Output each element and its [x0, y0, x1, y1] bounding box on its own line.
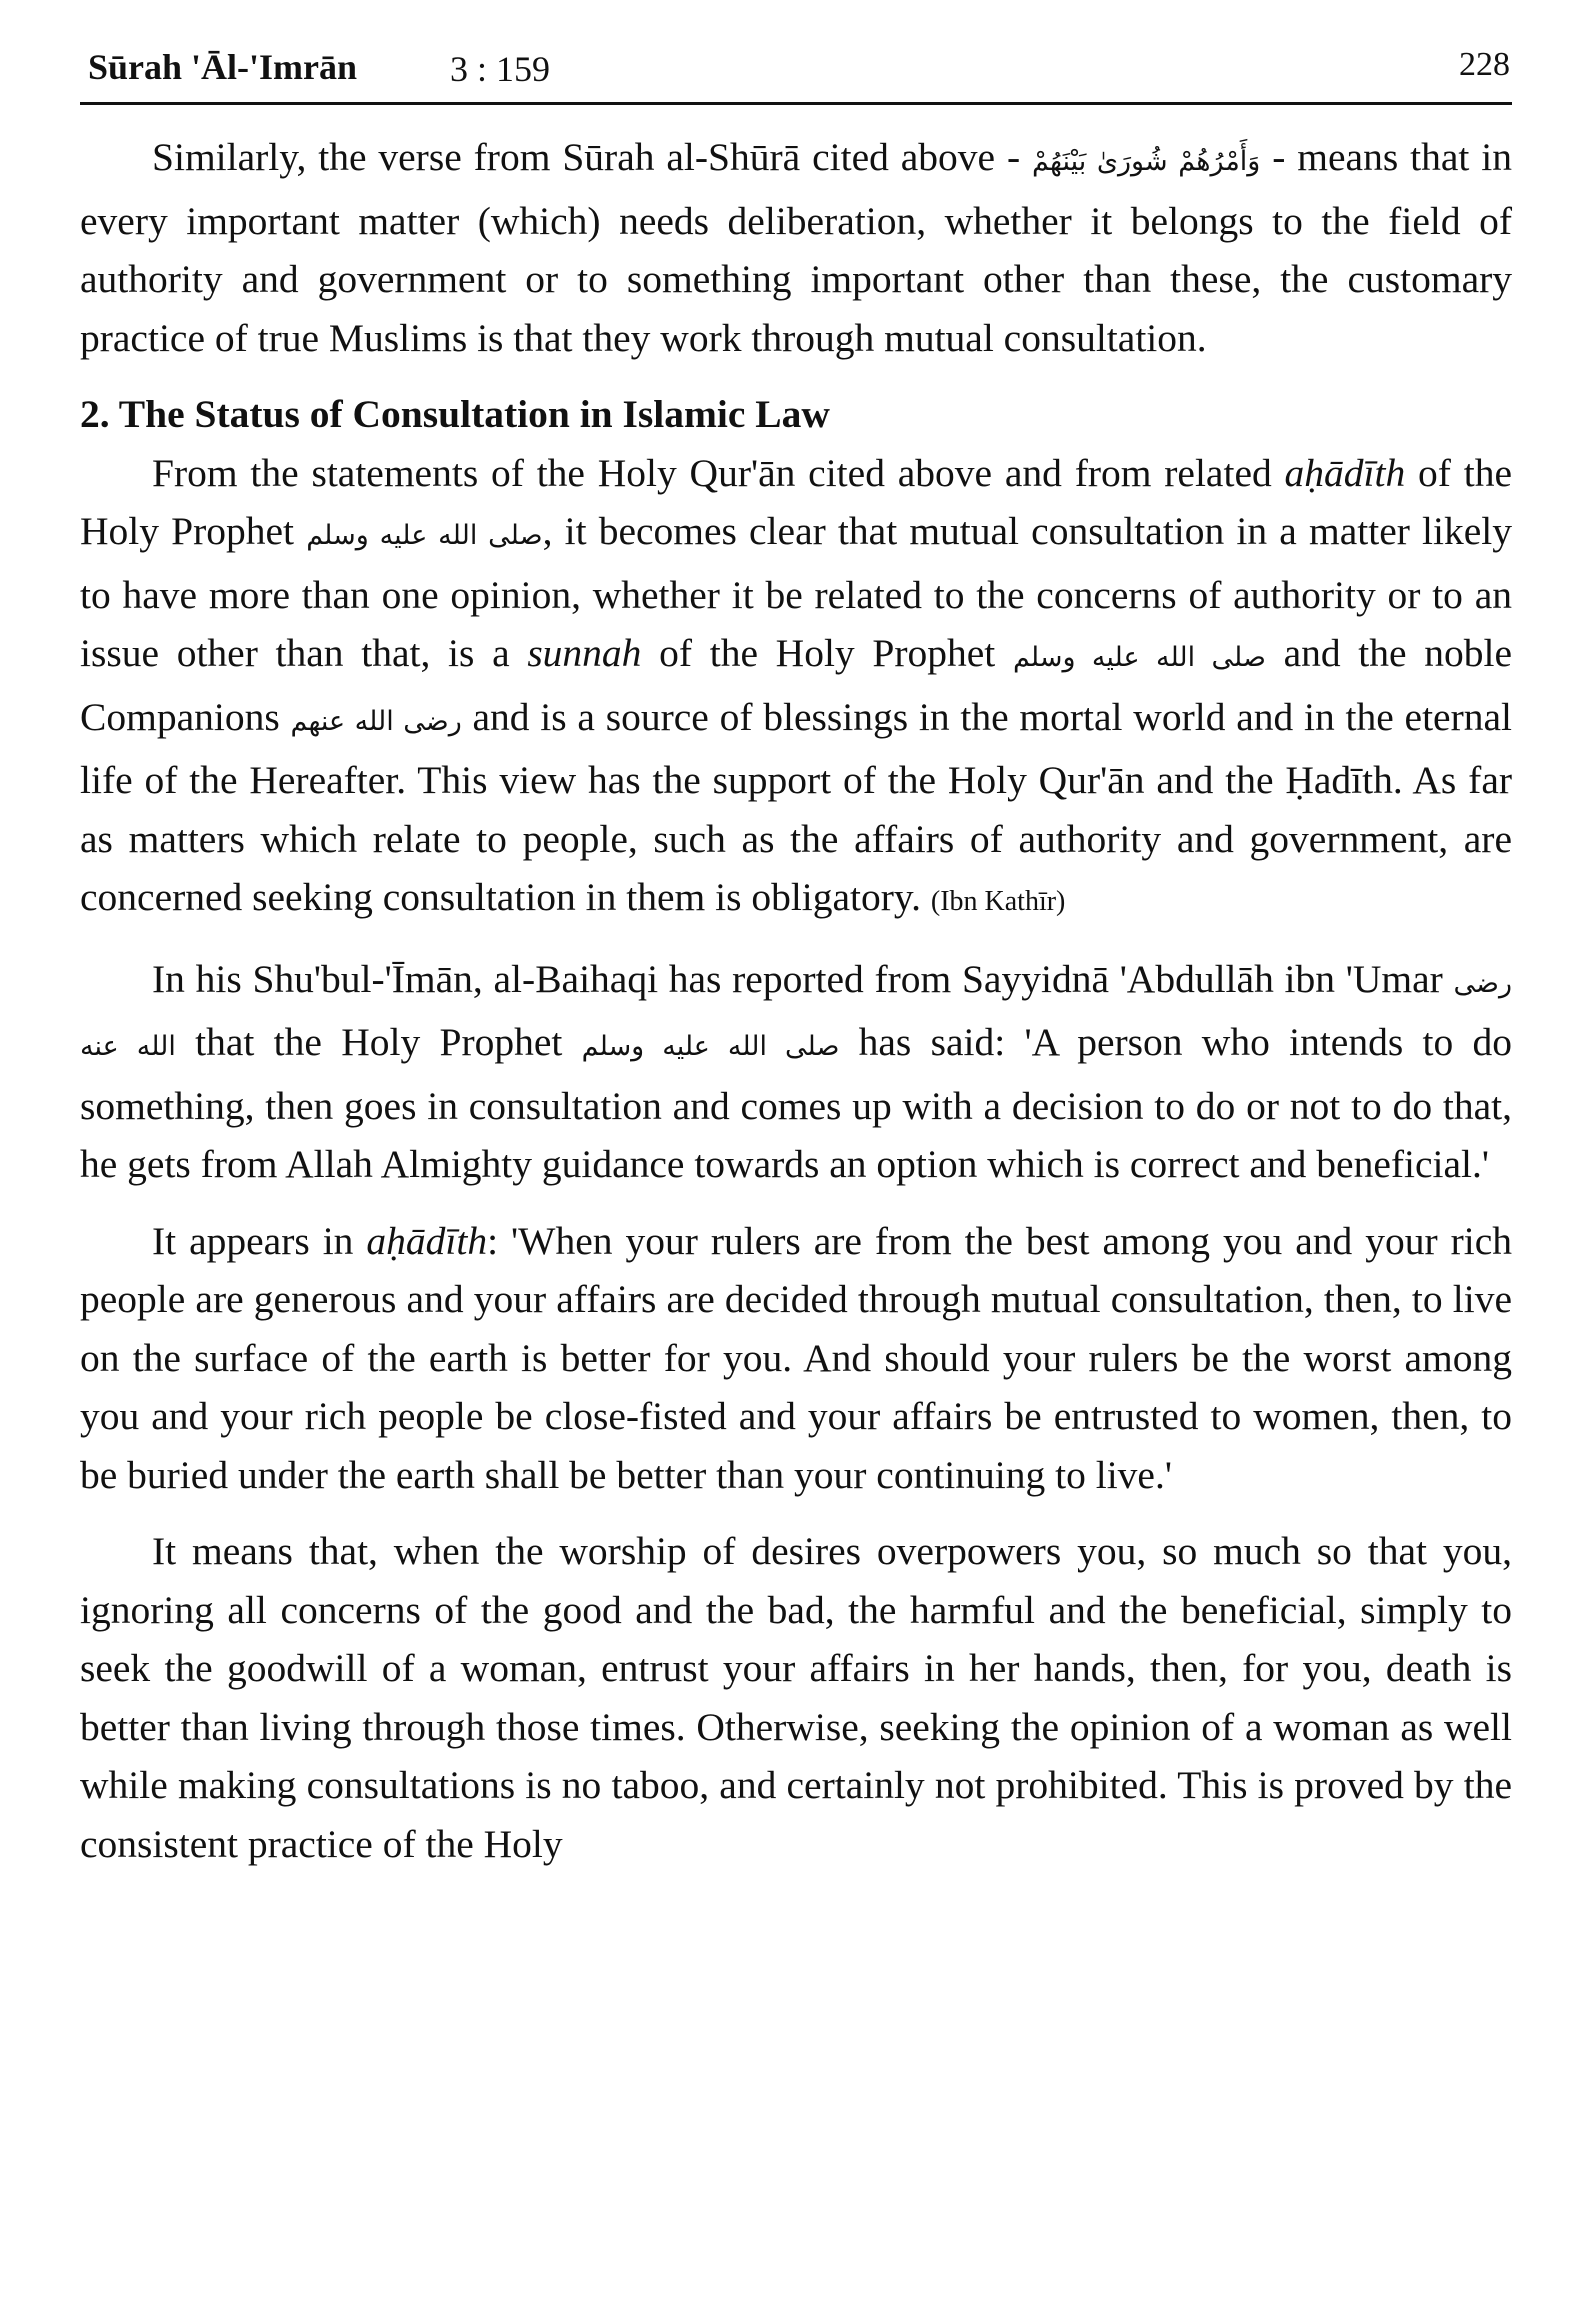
- italic-term-ahadith: aḥādīth: [1284, 450, 1406, 495]
- paragraph-text: and is a source of blessings in the mortal world and in the eternal life of the Hereafter. This view has the support of the Holy Qur'ān and the Ḥadīth. As far as matters which relate to people, such as the affairs of authority and government, are concerned seeking consultation in them is obligatory.: [80, 694, 1512, 919]
- italic-term-ahadith: aḥādīth: [366, 1218, 488, 1263]
- book-page: [80, 40, 1512, 2280]
- paragraph-shura-verse: [80, 128, 1512, 367]
- page-number: 228: [1459, 46, 1510, 83]
- paragraph-ahadith-rulers: [80, 1212, 1512, 1505]
- paragraph-text: Similarly, the verse from Sūrah al-Shūrā cited above -: [152, 135, 1033, 179]
- italic-term-sunnah: sunnah: [527, 631, 642, 675]
- arabic-salawat: صلى الله عليه وسلم: [581, 1031, 840, 1062]
- paragraph-text: In his Shu'bul-'Īmān, al-Baihaqi has reported from Sayyidnā 'Abdullāh ibn 'Umar: [152, 956, 1454, 1001]
- paragraph-text: and the noble Companions: [80, 631, 1513, 739]
- arabic-radiyallahu-anhum: رضى الله عنهم: [290, 705, 462, 737]
- paragraph-text: of the Holy Prophet: [641, 631, 1013, 675]
- verse-reference: 3 : 159: [450, 49, 551, 89]
- paragraph-text: From the statements of the Holy Qur'ān cited above and from related: [152, 450, 1285, 495]
- paragraph-status-of-consultation: [80, 444, 1512, 932]
- paragraph-text: : 'When your rulers are from the best among you and your rich people are generous and your affairs are decided through mutual consultation, then, to live on the surface of the earth is better for you. And should your rulers be the worst among you and your rich people be close-fisted and your affairs be entrusted to women, then, to be buried under the earth shall be better than your continuing to live.': [80, 1218, 1512, 1497]
- paragraph-text: of the Holy Prophet: [80, 450, 1512, 553]
- section-heading: 2. The Status of Consultation in Islamic Law: [80, 392, 830, 436]
- arabic-salawat: صلى الله عليه وسلم: [306, 520, 543, 551]
- paragraph-text: that the Holy Prophet: [175, 1020, 582, 1064]
- arabic-salawat: صلى الله عليه وسلم: [1012, 642, 1266, 673]
- paragraph-text: has said: 'A person who intends to do something, then goes in consultation and comes up with a decision to do or not to do that, he gets from Allah Almighty guidance towards an option which is correct and beneficial.': [80, 1020, 1512, 1186]
- paragraph-explanation: It means that, when the worship of desires overpowers you, so much so that you, ignoring all concerns of the good and the bad, the harmful and the beneficial, simply to seek the goodwill of a woman, entrust your affairs in her hands, then, for you, death is better than living through those times. Otherwise, seeking the opinion of a woman as well while making consultations is no taboo, and certainly not prohibited. This is proved by the consistent practice of the Holy: [80, 1529, 1512, 1866]
- paragraph-text: - means that in every important matter (which) needs deliberation, whether it belongs to the field of authority and government or to something important other than these, the customary practice of true Muslims is that they work through mutual consultation.: [80, 135, 1512, 360]
- arabic-quran-verse: وَأَمْرُهُمْ شُورَىٰ بَيْنَهُمْ: [1032, 146, 1261, 177]
- citation: (Ibn Kathīr): [930, 886, 1066, 917]
- surah-title: Sūrah 'Āl-'Imrān: [88, 47, 358, 87]
- paragraph-baihaqi-report: [80, 950, 1512, 1194]
- arabic-radiyallahu-anhu: رضى الله عنه: [80, 967, 1512, 1062]
- running-header: [80, 40, 1512, 105]
- paragraph-text: It appears in: [152, 1218, 367, 1263]
- paragraph-text: , it becomes clear that mutual consultation in a matter likely to have more than one opinion, whether it be related to the concerns of authority or to an issue other than that, is a: [80, 509, 1512, 675]
- page-body: [80, 128, 1512, 1873]
